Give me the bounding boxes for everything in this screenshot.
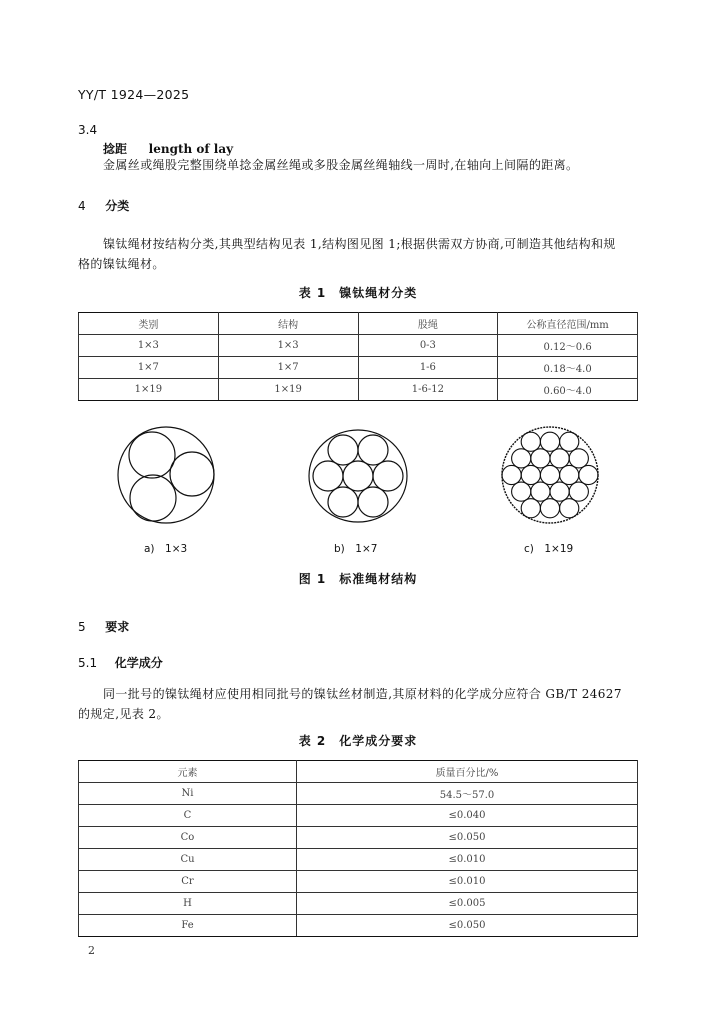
diagram-1x3 (116, 425, 216, 525)
table-cell: 1×3 (79, 335, 219, 357)
section-5-1-heading (78, 654, 163, 671)
strand-circle (540, 432, 559, 451)
table-cell: 1-6-12 (358, 379, 498, 401)
strand-circle (531, 482, 550, 501)
strand-circle (560, 465, 579, 484)
strand-circle (521, 499, 540, 518)
table-cell: Ni (79, 783, 297, 805)
table-cell: 1×7 (218, 357, 358, 379)
standard-code-header: YY/T 1924—2025 (78, 87, 190, 102)
table-cell: 1×3 (218, 335, 358, 357)
strand-circle (313, 461, 343, 491)
table-cell: ≤0.010 (297, 849, 638, 871)
section-4-heading (78, 197, 129, 214)
table-cell: 54.5～57.0 (297, 783, 638, 805)
section-5-1-para-line1: 同一批号的镍钛绳材应使用相同批号的镍钛丝材制造,其原材料的化学成分应符合 GB/T 24627 (103, 687, 622, 701)
diagram-1x19 (500, 425, 600, 525)
table-header-cell: 结构 (218, 313, 358, 335)
table-cell: Co (79, 827, 297, 849)
table-row (79, 783, 638, 805)
strand-circle (358, 435, 388, 465)
table-row (79, 871, 638, 893)
term-english: length of lay (148, 142, 234, 156)
section-5-title: 要求 (105, 620, 130, 634)
table-cell: C (79, 805, 297, 827)
table-header-row (79, 313, 638, 335)
table-row (79, 915, 638, 937)
strand-circle (550, 482, 569, 501)
figure-1b-label: b) 1×7 (334, 543, 378, 555)
strand-circle (540, 499, 559, 518)
section-5-number: 5 (78, 620, 86, 634)
table-header-cell: 质量百分比/% (297, 761, 638, 783)
table-cell: Fe (79, 915, 297, 937)
table-row (79, 893, 638, 915)
page-number: 2 (88, 944, 95, 957)
strand-circle (579, 465, 598, 484)
strand-circle (521, 432, 540, 451)
table-2 (78, 760, 638, 937)
table-cell: 1×19 (218, 379, 358, 401)
strand-circle (170, 452, 214, 496)
table-cell: 0.12～0.6 (498, 335, 638, 357)
table-1 (78, 312, 638, 401)
table-cell: 1×7 (79, 357, 219, 379)
table-cell: ≤0.040 (297, 805, 638, 827)
table-cell: ≤0.010 (297, 871, 638, 893)
strand-circle (569, 482, 588, 501)
strand-group (502, 432, 598, 518)
table-header-row (79, 761, 638, 783)
strand-circle (512, 482, 531, 501)
table-cell: 1-6 (358, 357, 498, 379)
table-1-caption: 表 1 镍钛绳材分类 (298, 286, 418, 300)
strand-circle (502, 465, 521, 484)
figure-1a-label: a) 1×3 (144, 543, 188, 555)
table-header-cell: 股绳 (358, 313, 498, 335)
strand-circle (521, 465, 540, 484)
strand-circle (129, 432, 175, 478)
clause-number-3-4: 3.4 (78, 123, 98, 137)
table-cell: 0.60～4.0 (498, 379, 638, 401)
section-5-1-para-line2: 的规定,见表 2。 (78, 707, 169, 721)
table-row (79, 805, 638, 827)
section-5-1-title: 化学成分 (114, 656, 163, 670)
table-header-cell: 公称直径范围/mm (498, 313, 638, 335)
table-cell: 1×19 (79, 379, 219, 401)
term-definition: 金属丝或绳股完整围绕单捻金属丝绳或多股金属丝绳轴线一周时,在轴向上间隔的距离。 (103, 158, 579, 172)
table-row (79, 335, 638, 357)
section-4-para-line1: 镍钛绳材按结构分类,其典型结构见表 1,结构图见图 1;根据供需双方协商,可制造其他结构和规 (103, 237, 616, 251)
term-chinese: 捻距 (103, 142, 128, 156)
strand-circle (540, 465, 559, 484)
table-cell: ≤0.005 (297, 893, 638, 915)
table-row (79, 827, 638, 849)
strand-circle (550, 449, 569, 468)
table-header-cell: 元素 (79, 761, 297, 783)
table-cell: Cu (79, 849, 297, 871)
table-2-caption: 表 2 化学成分要求 (298, 734, 418, 748)
outer-circle (309, 430, 407, 522)
table-row (79, 357, 638, 379)
strand-circle (560, 499, 579, 518)
strand-circle (328, 435, 358, 465)
figure-1-caption: 图 1 标准绳材结构 (298, 572, 418, 586)
strand-circle (373, 461, 403, 491)
table-cell: ≤0.050 (297, 915, 638, 937)
figure-1c-label: c) 1×19 (524, 543, 574, 555)
strand-circle (343, 461, 373, 491)
outer-circle (502, 427, 598, 523)
table-header-cell: 类别 (79, 313, 219, 335)
table-cell: 0.18～4.0 (498, 357, 638, 379)
strand-circle (328, 487, 358, 517)
table-row (79, 849, 638, 871)
diagram-1x7 (308, 428, 408, 524)
table-cell: ≤0.050 (297, 827, 638, 849)
table-row (79, 379, 638, 401)
section-5-heading (78, 618, 129, 635)
section-4-para-line2: 格的镍钛绳材。 (78, 257, 165, 271)
strand-circle (358, 487, 388, 517)
strand-circle (512, 449, 531, 468)
strand-circle (130, 475, 176, 521)
table-cell: H (79, 893, 297, 915)
table-cell: Cr (79, 871, 297, 893)
section-4-number: 4 (78, 199, 86, 213)
section-5-1-number: 5.1 (78, 656, 98, 670)
table-cell: 0-3 (358, 335, 498, 357)
section-4-title: 分类 (105, 199, 130, 213)
strand-circle (531, 449, 550, 468)
strand-circle (560, 432, 579, 451)
strand-circle (569, 449, 588, 468)
